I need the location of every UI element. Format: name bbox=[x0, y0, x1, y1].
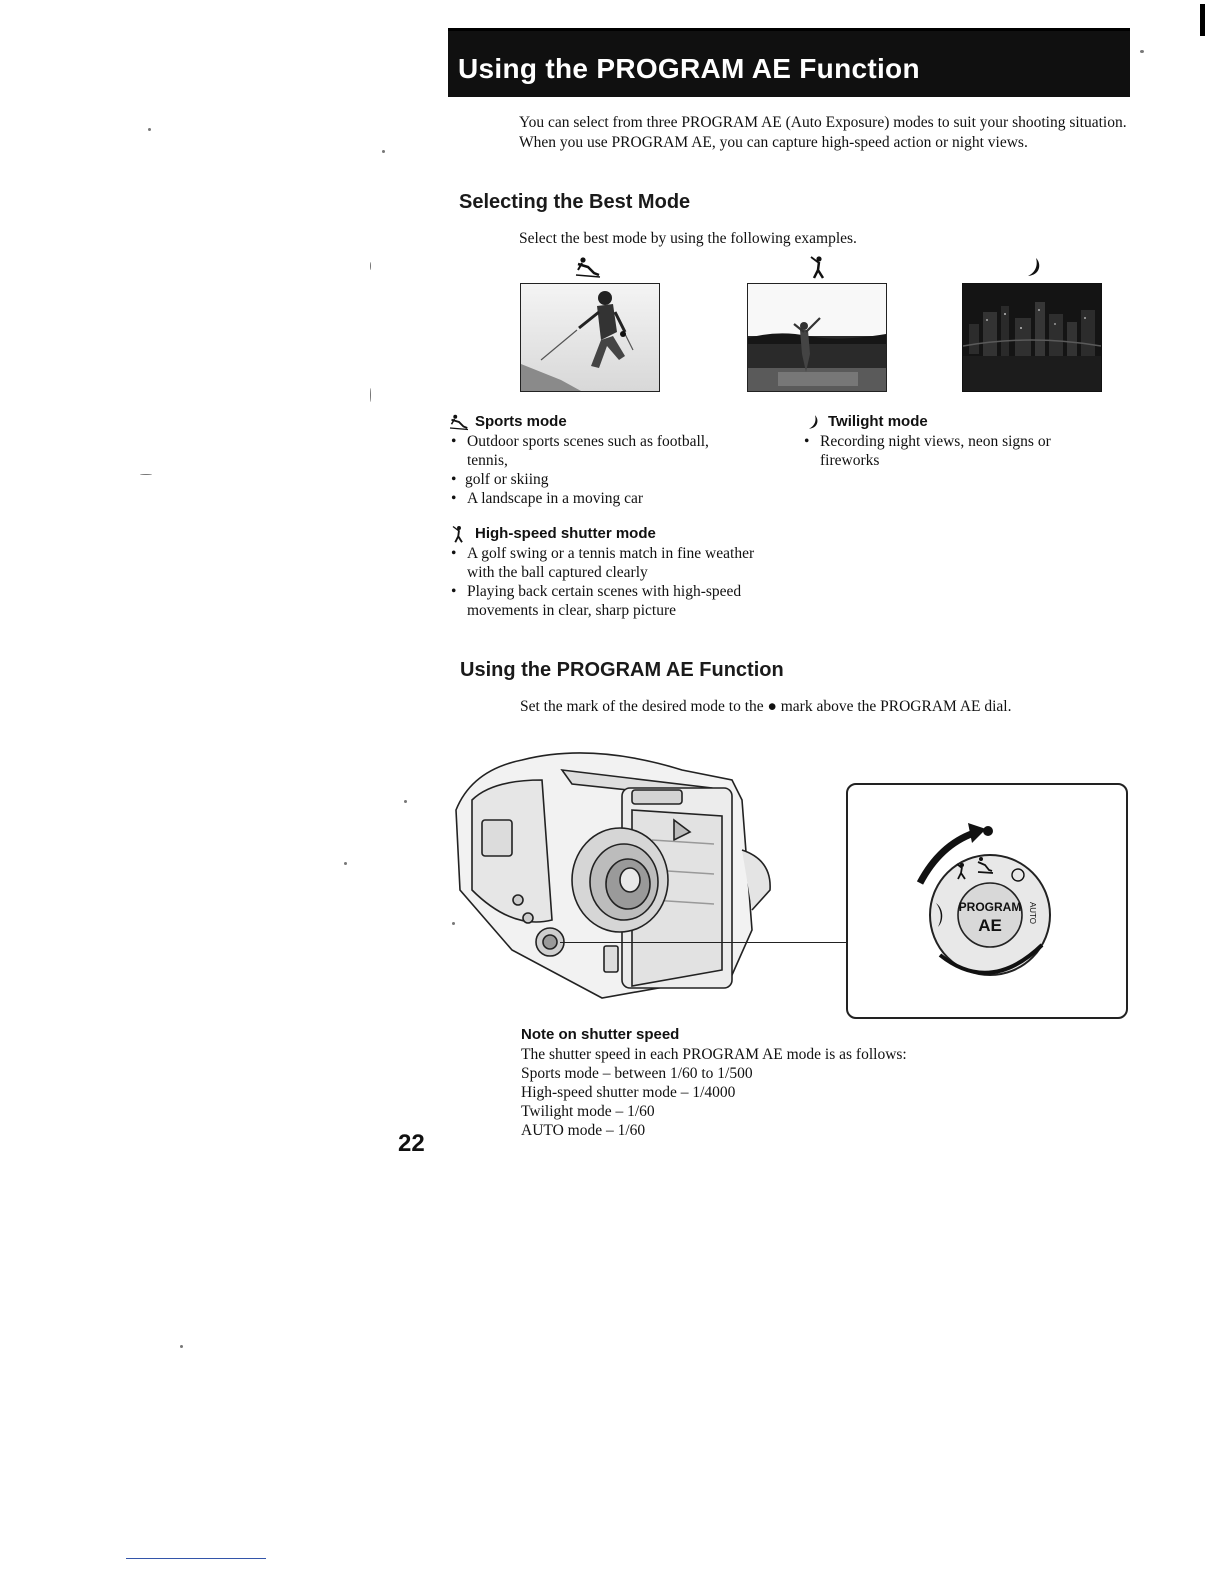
edge-marker bbox=[1200, 4, 1205, 36]
golfer-icon bbox=[447, 525, 471, 543]
sports-photo bbox=[520, 283, 660, 392]
note-title: Note on shutter speed bbox=[521, 1026, 680, 1043]
list-item: • A golf swing or a tennis match in fine weather with the ball captured clearly bbox=[447, 544, 777, 582]
moon-icon bbox=[1018, 255, 1046, 279]
twilight-mode-list bbox=[800, 432, 1100, 470]
scan-speck bbox=[148, 128, 151, 131]
high-speed-mode-title bbox=[447, 524, 777, 544]
night-photo bbox=[962, 283, 1102, 392]
skier-icon bbox=[574, 255, 602, 279]
sports-mode-list bbox=[447, 432, 747, 508]
high-speed-mode-list bbox=[447, 544, 777, 620]
intro-paragraph: You can select from three PROGRAM AE (Auto Exposure) modes to suit your shooting situation. When you use PROGRAM AE, you can capture high-speed action or night views. bbox=[519, 114, 1127, 151]
program-ae-dial-callout bbox=[846, 783, 1128, 1019]
program-ae-dial bbox=[910, 805, 1060, 995]
section-intro-selecting: Select the best mode by using the following examples. bbox=[519, 230, 857, 247]
golfer-icon bbox=[805, 255, 833, 279]
page-title: Using the PROGRAM AE Function bbox=[458, 53, 920, 84]
list-item: • Outdoor sports scenes such as football, tennis, bbox=[447, 432, 747, 470]
section-heading-selecting: Selecting the Best Mode bbox=[459, 191, 691, 213]
twilight-mode-title bbox=[800, 412, 1100, 432]
section-heading-using: Using the PROGRAM AE Function bbox=[460, 659, 784, 681]
golf-photo bbox=[747, 283, 887, 392]
scan-speck bbox=[404, 800, 407, 803]
scan-speck bbox=[180, 1345, 183, 1348]
note-line: Sports mode – between 1/60 to 1/500 bbox=[521, 1065, 753, 1082]
shutter-speed-note bbox=[521, 1025, 1001, 1140]
list-item-continuation: • golf or skiing bbox=[447, 470, 747, 489]
dial-label-program: PROGRAM bbox=[958, 900, 1022, 914]
sports-mode-block bbox=[447, 412, 747, 508]
note-line: The shutter speed in each PROGRAM AE mode is as follows: bbox=[521, 1046, 907, 1063]
bottom-rule bbox=[126, 1558, 266, 1559]
page-number: 22 bbox=[398, 1130, 425, 1157]
scan-speck bbox=[370, 262, 371, 270]
scan-speck bbox=[1140, 50, 1144, 53]
twilight-mode-block bbox=[800, 412, 1100, 470]
skier-icon bbox=[447, 413, 471, 431]
scan-speck bbox=[344, 862, 347, 865]
sports-mode-title bbox=[447, 412, 747, 432]
scan-speck bbox=[140, 474, 152, 475]
camcorder-illustration bbox=[452, 740, 788, 1002]
twilight-mode-label: Twilight mode bbox=[828, 413, 928, 430]
list-item: • A landscape in a moving car bbox=[447, 489, 747, 508]
page-title-bar bbox=[448, 28, 1130, 97]
note-line: AUTO mode – 1/60 bbox=[521, 1122, 646, 1139]
scan-speck bbox=[382, 150, 385, 153]
note-line: High-speed shutter mode – 1/4000 bbox=[521, 1084, 736, 1101]
note-line: Twilight mode – 1/60 bbox=[521, 1103, 655, 1120]
scan-speck bbox=[370, 388, 371, 402]
high-speed-mode-block bbox=[447, 524, 777, 620]
list-item: • Playing back certain scenes with high-speed movements in clear, sharp picture bbox=[447, 582, 777, 620]
leader-line bbox=[560, 942, 848, 943]
dial-label-ae: AE bbox=[978, 916, 1002, 935]
list-item: • Recording night views, neon signs or fireworks bbox=[800, 432, 1100, 470]
index-mark bbox=[983, 826, 993, 836]
scan-speck bbox=[452, 922, 455, 925]
section-intro-using: Set the mark of the desired mode to the ● mark above the PROGRAM AE dial. bbox=[520, 698, 1012, 715]
high-speed-mode-label: High-speed shutter mode bbox=[475, 525, 656, 542]
dial-label-auto: AUTO bbox=[1028, 901, 1037, 925]
moon-icon bbox=[800, 413, 824, 431]
sports-mode-label: Sports mode bbox=[475, 413, 567, 430]
